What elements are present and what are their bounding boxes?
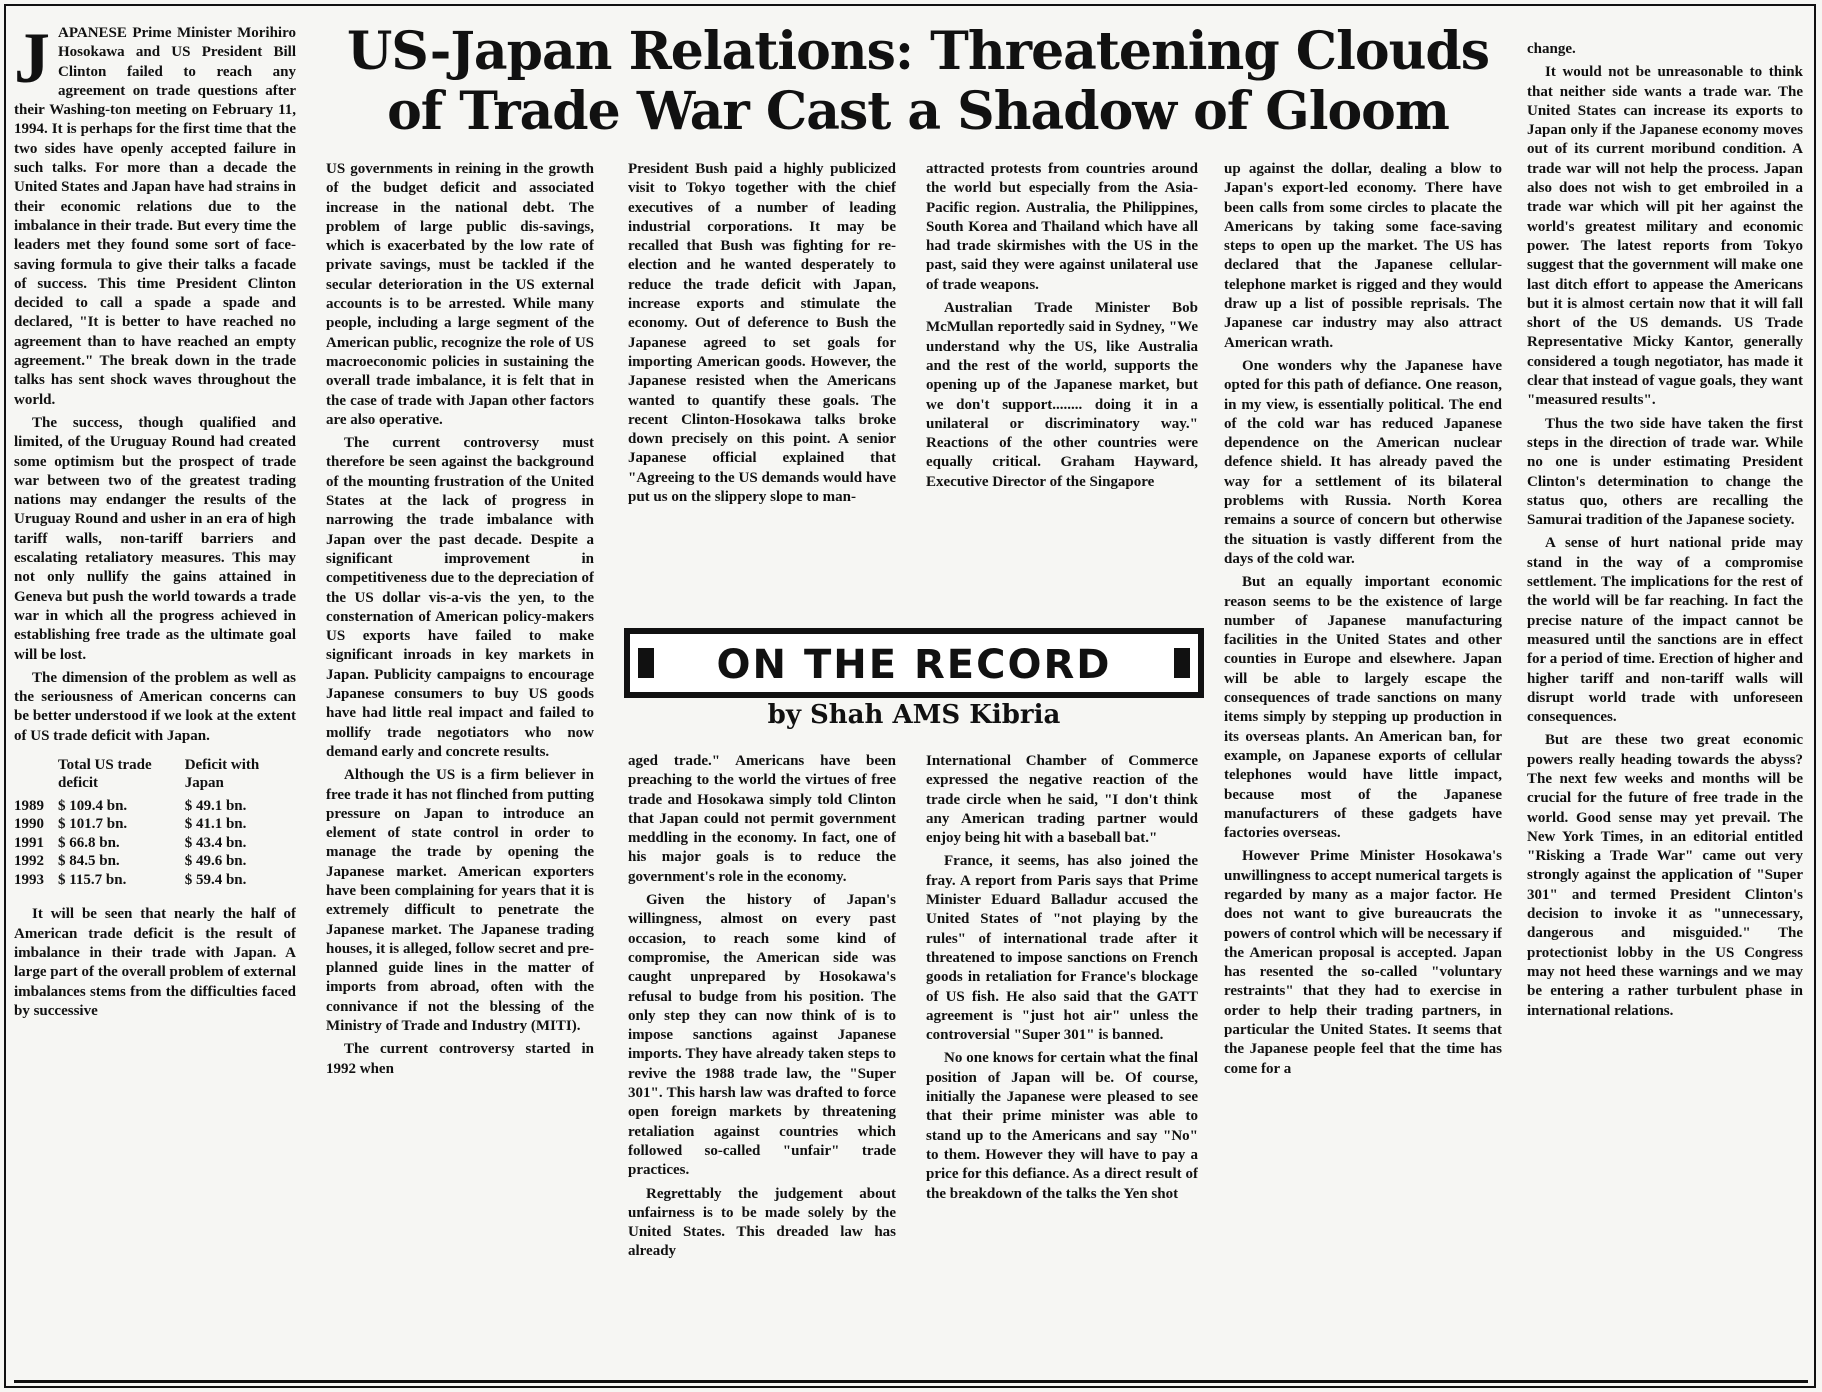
table-row — [14, 871, 296, 890]
paragraph: US governments in reining in the growth of the budget deficit and associated increase in the national debt. The problem of large public dis-savings, which is exacerbated by the low rate of private savings, must be tackled if the secular deterioration in the US external accounts is to be arrested. While many people, including a large segment of the American public, recognize the role of US macroeconomic policies in sustaining the overall trade imbalance, it is felt that in the case of trade with Japan other factors are also operative. — [326, 161, 594, 428]
table-row — [14, 834, 296, 853]
trade-deficit-table — [14, 756, 296, 890]
article-column-1 — [14, 24, 296, 1380]
paragraph: aged trade." Americans have been preaching to the world the virtues of free trade and Hosokawa simply told Clinton that Japan could not permit government meddling in the economy. In fact, one of his major goals is to reduce the government's role in the economy. — [628, 753, 896, 885]
record-banner — [624, 628, 1204, 698]
headline-line-2: of Trade War Cast a Shadow of Gloom — [387, 81, 1449, 142]
table-cell: $ 101.7 bn. — [58, 816, 128, 833]
table-cell: $ 59.4 bn. — [184, 871, 247, 888]
paragraph: But an equally important economic reason seems to be the existence of large number of Japanese manufacturing facilities in the United States and other counties in Europe and elsewhere. Japan will be able to largely escape the consequences of trade sanctions on many items simply by stepping up production in its overseas plants. An American ban, for example, on Japanese exports of cellular telephones would have little impact, because most of the Japanese manufacturers of these gadgets have factories overseas. — [1224, 574, 1502, 842]
table-row — [14, 797, 296, 816]
paragraph: The current controversy started in 1992 when — [326, 1041, 594, 1077]
paragraph: change. — [1527, 41, 1576, 57]
table-cell: $ 43.4 bn. — [184, 834, 247, 851]
table-row — [14, 815, 296, 834]
table-cell: 1990 — [14, 816, 44, 833]
article-column-3 — [628, 160, 896, 1384]
on-the-record-box — [624, 628, 1204, 752]
lead-paragraph: JAPANESE Prime Minister Morihiro Hosokawa and US President Bill Clinton failed to reach any agreement on trade questions after their Washing-ton meeting on February 11, 1994. It is perhaps for the first time that the two sides have openly accepted failure in such talks. For more than a decade the United States and Japan have had strains in their economic relations due to the imbalance in their trade. But every time the leaders met they found some sort of face-saving formula to give their talks a facade of success. This time President Clinton decided to call a spade a spade and declared, "It is better to have reached no agreement than to have reached an empty agreement." The break down in the trade talks has sent shock waves throughout the world. — [14, 24, 296, 408]
table-cell: 1989 — [14, 797, 44, 814]
paragraph: Although the US is a firm believer in free trade it has not flinched from putting pressure on Japan to introduce an element of state control in order to manage the trade by opening the Japanese market. American exporters have been complaining for years that it is extremely difficult to penetrate the Japanese market. The Japanese trading houses, it is alleged, follow secret and pre-planned guide lines in the matter of imports from abroad, often with the connivance if not the blessing of the Ministry of Trade and Industry (MITI). — [326, 767, 594, 1035]
paragraph: France, it seems, has also joined the fray. A report from Paris says that Prime Minister Eduard Balladur accused the United States of "not playing by the rules" of international trade after it threatened to impose sanctions on French goods in retaliation for France's blockage of US fish. He also said that the GATT agreement is "just hot air" unless the controversial "Super 301" is banned. — [926, 853, 1198, 1044]
paragraph: The success, though qualified and limited, of the Uruguay Round had created some optimism but the prospect of trade war between two of the greatest trading nations may endanger the results of the Uruguay Round and usher in an era of high tariff walls, non-tariff barriers and escalating retaliatory measures. This may not only nullify the gains attained in Geneva but push the world towards a trade war in which all the progress achieved in establishing free trade as the ultimate goal will be lost. — [14, 414, 296, 663]
paragraph: No one knows for certain what the final position of Japan will be. Of course, initially the Japanese were pleased to see that their prime minister was able to stand up to the Americans and say "No" to them. However they will have to pay a price for this defiance. As a direct result of the breakdown of the talks the Yen shot — [926, 1050, 1198, 1202]
paragraph: But are these two great economic powers really heading towards the abyss? The next few weeks and months will be crucial for the future of free trade in the world. Good sense may yet prevail. The New York Times, in an editorial entitled "Risking a Trade War" came out very strongly against the application of "Super 301" and termed President Clinton's decision to invoke it as "unnecessary, dangerous and misguided." The protectionist lobby in the US Congress may not heed these warnings and we may be entering a rather turbulent phase in international relations. — [1527, 732, 1803, 1019]
paragraph: It will be seen that nearly the half of American trade deficit is the result of imbalance in their trade with Japan. A large part of the overall problem of external imbalances stems from the difficulties faced by successive — [14, 906, 296, 1019]
article-column-5 — [1224, 160, 1502, 1384]
table-cell: $ 84.5 bn. — [58, 853, 120, 870]
paragraph: A sense of hurt national pride may stand in the way of a compromise settlement. The implications for the rest of the world will be far reaching. In fact the precise nature of the impact cannot be measured until the sanctions are in effect for a period of time. Erection of higher and higher tariff and non-tariff walls will disrupt world trade with unforeseen consequences. — [1527, 535, 1803, 726]
table-cell: $ 49.1 bn. — [184, 797, 247, 814]
paragraph: Given the history of Japan's willingness, almost on every past occasion, to reach some kind of compromise, the American side was caught unprepared by Hosokawa's refusal to budge from his position. The only step they can now think of is to impose sanctions against Japanese imports. They have already taken steps to revive the 1988 trade law, the "Super 301". This harsh law was drafted to force open foreign markets by threatening retaliation against countries which followed so-called "unfair" trade practices. — [628, 892, 896, 1179]
table-header: Total US trade deficit — [58, 756, 152, 792]
paragraph: President Bush paid a highly publicized visit to Tokyo together with the chief executives of a number of leading industrial corporations. It may be recalled that Bush was fighting for re-election and he wanted desperately to reduce the trade deficit with Japan, increase exports and stimulate the economy. Out of deference to Bush the Japanese agreed to set goals for importing American goods. However, the Japanese resisted when the Americans wanted to quantify these goals. The recent Clinton-Hosokawa talks broke down precisely on this point. A senior Japanese official explained that "Agreeing to the US demands would have put us on the slippery slope to man- — [628, 161, 896, 506]
table-cell: $ 66.8 bn. — [58, 834, 120, 851]
article-column-6 — [1527, 40, 1803, 1386]
paragraph: up against the dollar, dealing a blow to Japan's export-led economy. There have been calls from some circles to placate the Americans by taking some face-saving steps to open up the market. The US has declared that the Japanese cellular-telephone market is rigged and they would draw up a list of possible reprisals. The Japanese car industry may also attract American wrath. — [1224, 161, 1502, 351]
table-cell: $ 109.4 bn. — [58, 797, 128, 814]
paragraph: International Chamber of Commerce expressed the negative reaction of the trade circle when he said, "I don't think any American trading partner would enjoy being hit with a baseball bat." — [926, 753, 1198, 847]
table-cell: 1993 — [14, 871, 44, 888]
paragraph: Thus the two side have taken the first steps in the direction of trade war. While no one is under estimating President Clinton's determination to change the status quo, others are recalling the Samurai tradition of the Japanese society. — [1527, 415, 1803, 529]
headline — [318, 22, 1518, 142]
paragraph: Regrettably the judgement about unfairness is to be made solely by the United States. This dreaded law has already — [628, 1185, 896, 1260]
byline: by Shah AMS Kibria — [767, 700, 1061, 730]
paragraph: Australian Trade Minister Bob McMullan reportedly said in Sydney, "We understand why the US, like Australia and the rest of the world, supports the opening up of the Japanese market, but we don't support........ doing it in a unilateral or discriminatory way." Reactions of the other countries were equally critical. Graham Hayward, Executive Director of the Singapore — [926, 300, 1198, 490]
headline-line-1: US-Japan Relations: Threatening Clouds — [346, 21, 1490, 82]
table-cell: $ 115.7 bn. — [58, 871, 127, 888]
table-cell: 1991 — [14, 834, 44, 851]
article-column-4 — [926, 160, 1198, 1384]
record-title: ON THE RECORD — [716, 642, 1112, 688]
column-4-top — [926, 160, 1198, 600]
table-row — [14, 852, 296, 871]
paragraph: However Prime Minister Hosokawa's unwillingness to accept numerical targets is regarded by many as a major factor. He does not want to give bureaucrats the powers of control which will be necessary if the American proposal is accepted. Japan has resented the so-called "voluntary restraints" that they had to exercise in order to help their trading partners, in particular the United States. It seems that the Japanese people feel that the time has come for a — [1224, 848, 1502, 1077]
paragraph: It would not be unreasonable to think that neither side wants a trade war. The United States can increase its exports to Japan only if the Japanese economy moves out of its current moribund condition. A trade war will not help the process. Japan also does not wish to get embroiled in a trade war which will pit her against the world's greatest military and economic power. The latest reports from Tokyo suggest that the government will make one last ditch effort to appease the Americans but it is almost certain now that it will fall short of the US demands. US Trade Representative Micky Kantor, generally considered a tough negotiator, has made it clear that instead of vague goals, they want "measured results". — [1527, 64, 1803, 409]
bottom-rule — [14, 1380, 1808, 1383]
column-3-top — [628, 160, 896, 600]
table-cell: 1992 — [14, 853, 44, 870]
paragraph: The current controversy must therefore be seen against the background of the mounting frustration of the United States at the lack of progress in narrowing the trade imbalance with Japan over the past decade. Despite a significant improvement in competitiveness due to the depreciation of the US dollar vis-a-vis the yen, to the consternation of American policy-makers US exports have failed to make significant inroads in key markets in Japan. Publicity campaigns to encourage Japanese consumers to buy US goods have had little real impact and failed to mollify trade negotiators who now demand early and concrete results. — [326, 435, 594, 760]
paragraph: The dimension of the problem as well as the seriousness of American concerns can be better understood if we look at the extent of US trade deficit with Japan. — [14, 669, 296, 744]
table-cell: $ 41.1 bn. — [184, 816, 247, 833]
table-header — [14, 756, 58, 797]
table-header: Deficit with Japan — [184, 756, 260, 792]
article-column-2 — [326, 160, 594, 1384]
table-header-row — [14, 756, 296, 797]
drop-cap: J — [14, 24, 50, 98]
paragraph: attracted protests from countries around the world but especially from the Asia-Pacific region. Australia, the Philippines, South Korea and Thailand which have all had trade skirmishes with the US in the past, said they were against unilateral use of trade weapons. — [926, 161, 1198, 293]
paragraph: One wonders why the Japanese have opted for this path of defiance. One reason, in my view, is essentially political. The end of the cold war has reduced Japanese dependence on the American nuclear defence shield. It has already paved the way for a settlement of its bilateral problems with Russia. North Korea remains a source of concern but otherwise the situation is vastly different from the days of the cold war. — [1224, 357, 1502, 567]
table-cell: $ 49.6 bn. — [184, 853, 247, 870]
